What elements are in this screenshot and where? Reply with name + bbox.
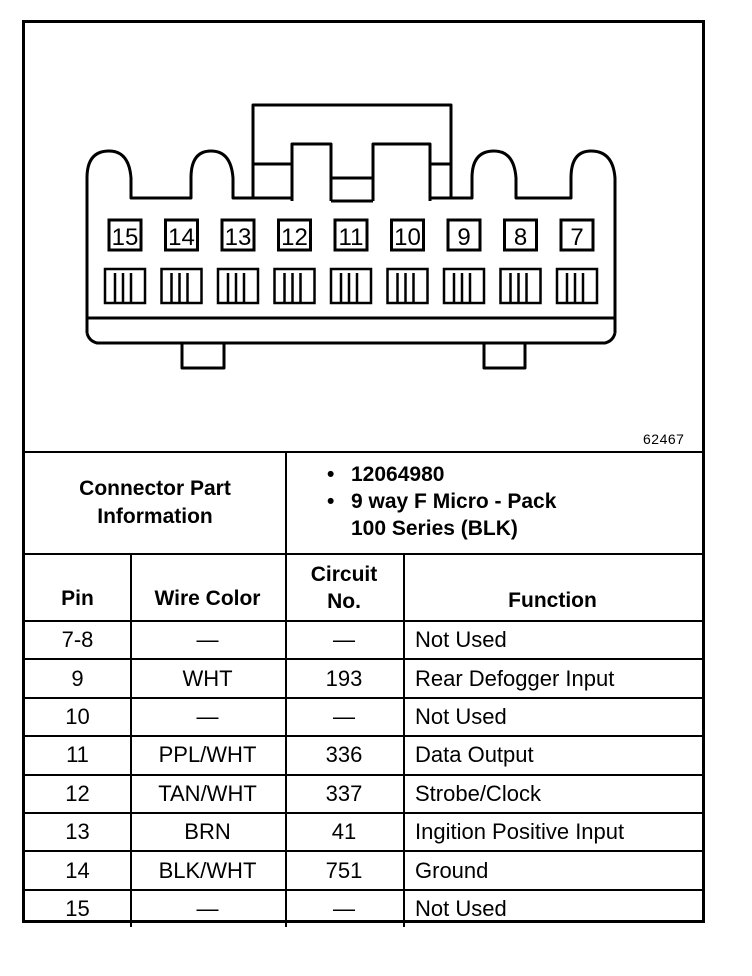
connector-diagram [25, 23, 702, 451]
cell-pin: 12 [65, 780, 90, 806]
cell-circuit: 41 [331, 819, 357, 845]
table-row [25, 850, 702, 888]
connector-drawing [25, 23, 702, 451]
pin-terminal-15 [105, 269, 145, 303]
cell-function: Rear Defogger Input [415, 665, 615, 691]
cell-function: Data Output [415, 742, 534, 768]
info-bullet-2-cont [327, 515, 556, 542]
cell-pin: 14 [65, 857, 90, 883]
table-row [25, 812, 702, 850]
info-bullet-2: • 9 way F Micro - Pack [327, 490, 557, 513]
cell-function: Ground [415, 857, 489, 883]
info-label-line2: Information [97, 505, 213, 528]
connector-info-row [25, 451, 702, 553]
header-circuit-line1: Circuit [310, 562, 378, 586]
table-row [25, 774, 702, 812]
table-row [25, 620, 702, 658]
table-row [25, 658, 702, 696]
cell-function: Ingition Positive Input [415, 819, 625, 845]
header-circuit-no [311, 561, 378, 615]
pin-terminal-11 [331, 269, 371, 303]
pin-terminal-12 [275, 269, 315, 303]
pin-label-9: 9 [457, 224, 471, 251]
pin-label-8: 8 [513, 224, 528, 251]
header-function: Function [508, 589, 597, 612]
pin-terminal-9 [444, 269, 484, 303]
cell-function: Not Used [415, 895, 507, 921]
cell-function: Not Used [415, 703, 507, 729]
cell-pin: 11 [66, 742, 89, 768]
connector-series: 100 Series (BLK) [351, 517, 518, 540]
header-pin: Pin [61, 587, 94, 610]
cell-wire-color: — [196, 703, 219, 729]
connector-frame [22, 20, 705, 923]
cell-wire-color: — [196, 627, 219, 653]
figure-id: 62467 [643, 431, 685, 447]
pin-terminal-10 [388, 269, 428, 303]
cell-function: Not Used [415, 627, 507, 653]
cell-wire-color: BLK/WHT [158, 857, 257, 883]
bottom-tab-right [484, 343, 525, 368]
connector-type: 9 way F Micro - Pack [351, 490, 557, 513]
pin-label-7: 7 [570, 224, 584, 251]
cell-pin: 7-8 [61, 627, 94, 653]
pin-label-15: 15 [111, 224, 139, 251]
cell-pin: 13 [65, 819, 90, 845]
table-row [25, 697, 702, 735]
cell-circuit: — [333, 703, 355, 729]
bottom-tab-left [182, 343, 224, 368]
pin-label-10: 10 [394, 224, 421, 251]
table-header-row [25, 553, 702, 620]
cell-circuit: 193 [325, 665, 363, 691]
cell-pin: 9 [71, 665, 84, 691]
cell-wire-color: TAN/WHT [158, 780, 257, 806]
connector-latch [253, 105, 451, 178]
info-label-line1: Connector Part [79, 477, 231, 500]
header-circuit-line2: No. [327, 589, 361, 613]
cell-circuit: 336 [325, 742, 363, 768]
cell-wire-color: — [196, 895, 219, 921]
pin-label-12: 12 [281, 224, 308, 251]
pin-terminal-7 [557, 269, 597, 303]
connector-info-label [25, 453, 285, 553]
header-wire-color: Wire Color [154, 587, 261, 610]
cell-wire-color: WHT [182, 665, 233, 691]
cell-function: Strobe/Clock [415, 780, 541, 806]
cell-wire-color: PPL/WHT [158, 742, 257, 768]
cell-pin: 10 [65, 703, 90, 729]
pin-label-14: 14 [168, 224, 195, 251]
cell-circuit: 337 [325, 780, 363, 806]
cell-wire-color: BRN [184, 819, 231, 845]
pin-label-13: 13 [224, 224, 252, 251]
cell-circuit: — [333, 627, 355, 653]
part-number: 12064980 [351, 463, 445, 486]
info-bullet-1: • 12064980 [327, 463, 445, 486]
cell-circuit: 751 [325, 857, 363, 883]
cell-circuit: — [333, 895, 355, 921]
connector-info-list [327, 461, 556, 542]
table-row [25, 889, 702, 927]
pin-label-11: 11 [338, 224, 364, 251]
pin-terminal-13 [218, 269, 258, 303]
pin-terminal-8 [501, 269, 541, 303]
table-row [25, 735, 702, 773]
cell-pin: 15 [65, 895, 90, 921]
pin-terminal-14 [162, 269, 202, 303]
